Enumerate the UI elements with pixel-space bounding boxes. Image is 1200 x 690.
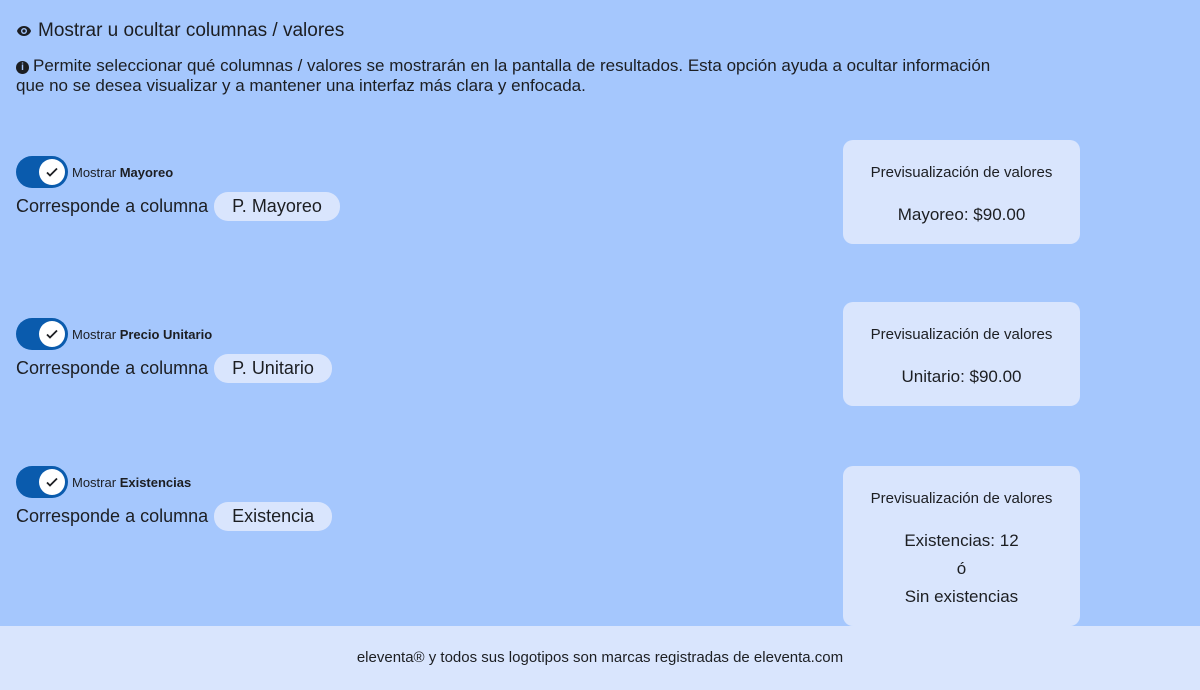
page-title [16, 20, 344, 42]
description-text: Permite seleccionar qué columnas / valores se mostrarán en la pantalla de resultados. Esta opción ayuda a ocultar información que no se desea visualizar y a mantener una interfaz más clara y enfocada. [16, 56, 991, 95]
page-title-text: Mostrar u ocultar columnas / valores [38, 20, 345, 41]
column-chip-mayoreo: P. Mayoreo [214, 192, 340, 221]
toggle-existencias[interactable] [16, 466, 68, 498]
footer [0, 626, 1200, 690]
toggle-knob [39, 321, 65, 347]
toggle-mayoreo[interactable] [16, 156, 68, 188]
column-text: Corresponde a columna [16, 358, 209, 378]
page-description [16, 56, 1016, 96]
preview-title: Previsualización de valores [870, 490, 1053, 507]
column-text: Corresponde a columna [16, 506, 209, 526]
footer-text: eleventa® y todos sus logotipos son marcas registradas de eleventa.com [356, 649, 844, 666]
preview-value-separator: ó [956, 559, 967, 578]
setting-mayoreo [16, 156, 416, 221]
check-icon [45, 475, 59, 489]
check-icon [45, 327, 59, 341]
check-icon [45, 165, 59, 179]
toggle-precio-unitario[interactable] [16, 318, 68, 350]
preview-value-alt: Sin existencias [904, 587, 1019, 606]
column-chip-unitario: P. Unitario [214, 354, 332, 383]
column-chip-existencia: Existencia [214, 502, 332, 531]
preview-title: Previsualización de valores [870, 164, 1053, 181]
column-text: Corresponde a columna [16, 196, 209, 216]
preview-value: Mayoreo: $90.00 [897, 205, 1026, 224]
preview-title: Previsualización de valores [870, 326, 1053, 343]
toggle-knob [39, 469, 65, 495]
preview-value-lines [843, 527, 1080, 611]
info-icon: i [16, 61, 29, 74]
setting-precio-unitario [16, 318, 416, 383]
setting-existencias [16, 466, 416, 531]
toggle-label-precio-unitario: Mostrar Precio Unitario [72, 326, 213, 342]
preview-card-existencias [843, 466, 1080, 626]
preview-card-unitario [843, 302, 1080, 406]
toggle-label-mayoreo: Mostrar Mayoreo [72, 164, 174, 180]
preview-card-mayoreo [843, 140, 1080, 244]
toggle-knob [39, 159, 65, 185]
eye-icon [16, 23, 32, 39]
preview-value: Existencias: 12 [904, 531, 1019, 550]
preview-value: Unitario: $90.00 [901, 367, 1022, 386]
toggle-label-existencias: Mostrar Existencias [72, 474, 192, 490]
